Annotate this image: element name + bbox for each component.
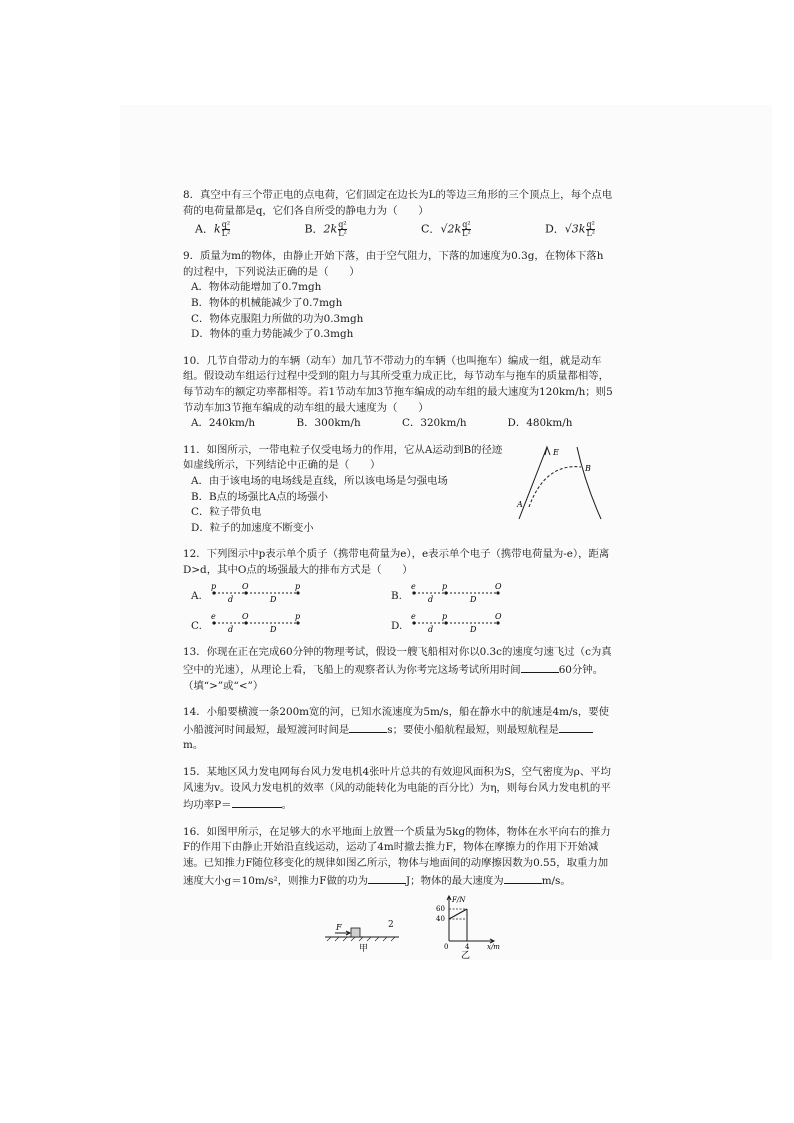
svg-text:p: p xyxy=(294,612,301,622)
question-15: 15．某地区风力发电网每台风力发电机4张叶片总共的有效迎风面积为S，空气密度为ρ、平均风速为v。设风力发电机的效率（风的动能转化为电能的百分比）为η，则每台风力发电机的平均功率P＝ 。 xyxy=(183,766,611,812)
figure-yi xyxy=(433,893,513,959)
svg-text:e: e xyxy=(411,612,416,622)
svg-text:p: p xyxy=(210,582,216,592)
question-13-text: 13．你现在正在完成60分钟的物理考试，假设一艘飞船相对你以0.3c的速度匀速飞过（c为真空中的光速），从理论上看，飞船上的观察者认为你考完这场考试所用时间 xyxy=(183,646,612,677)
page-number: 2 xyxy=(388,920,394,930)
q11-option-c[interactable]: C．粒子带负电 xyxy=(191,506,262,519)
question-12 xyxy=(183,547,613,634)
question-10-options xyxy=(183,416,613,432)
q14-distance-blank[interactable] xyxy=(559,721,593,733)
question-12-options xyxy=(183,580,613,634)
svg-text:4: 4 xyxy=(465,943,470,952)
q9-option-a[interactable]: A．物体动能增加了0.7mgh xyxy=(191,281,322,294)
label-a: A xyxy=(517,499,523,509)
exam-content xyxy=(183,188,613,959)
svg-text:p: p xyxy=(442,612,448,622)
q8-option-d[interactable]: D．√3k $\frac{\text{q²}}{\text{L²}}$ xyxy=(544,220,595,239)
svg-text:O: O xyxy=(241,612,249,622)
q12-option-d[interactable]: D. e p O d D xyxy=(391,610,591,634)
question-11 xyxy=(183,443,613,537)
svg-text:d: d xyxy=(427,595,434,605)
question-8-options xyxy=(183,219,595,238)
svg-text:O: O xyxy=(494,582,502,592)
svg-text:d: d xyxy=(227,625,234,635)
q10-option-b[interactable]: B．300km/h xyxy=(296,417,361,430)
svg-text:e: e xyxy=(410,582,416,592)
q12-option-c[interactable]: C. e O p d D xyxy=(191,610,391,634)
svg-text:40: 40 xyxy=(436,915,445,924)
q15-power-blank[interactable] xyxy=(232,796,282,808)
block xyxy=(351,928,360,937)
svg-text:D: D xyxy=(469,595,477,605)
question-12-text: 12．下列图示中p表示单个质子（携带电荷量为e），e表示单个电子（携带电荷量为-e），距离D>d，其中O点的场强最大的排布方式是（ ） xyxy=(183,548,610,576)
q11-field-line-figure xyxy=(515,443,607,521)
question-13: 13．你现在正在完成60分钟的物理考试，假设一艘飞船相对你以0.3c的速度匀速飞过（c为真空中的光速），从理论上看，飞船上的观察者认为你考完这场考试所用时间 60分钟。（填“>”或“<”） xyxy=(183,646,612,692)
question-8-text: 8．真空中有三个带正电的点电荷，它们固定在边长为L的等边三角形的三个顶点上，每个点电荷的电荷量都是q，它们各自所受的静电力为（ ） xyxy=(183,189,613,217)
q14-time-blank[interactable] xyxy=(349,721,387,733)
q12-a-diagram xyxy=(206,580,306,604)
force-label: F xyxy=(336,923,342,933)
svg-text:0: 0 xyxy=(444,943,449,952)
svg-text:60: 60 xyxy=(436,905,445,914)
force-curve xyxy=(449,909,467,919)
svg-text:O: O xyxy=(495,612,502,622)
svg-text:p: p xyxy=(294,582,300,592)
q10-option-a[interactable]: A．240km/h xyxy=(191,417,256,430)
question-16: 16．如图甲所示，在足够大的水平地面上放置一个质量为5kg的物体，物体在水平向右的推力F的作用下由静止开始沿直线运动，运动了4m时撤去推力F，物体在摩擦力的作用下开始减速。已知推力F随位移变化的规律如图乙所示，物体与地面间的动摩擦因数为0.55，取重力加速度大小g＝10m/s²，则推力F做的功为 J；物体的最大速度为 m/s。 F 甲 F/N 60 40 0 4 x/m 乙 xyxy=(183,825,613,959)
q9-option-d[interactable]: D．物体的重力势能减少了0.3mgh xyxy=(191,328,354,341)
q8-option-b[interactable]: B．2k $\frac{\text{q²}}{\text{L²}}$ xyxy=(304,220,347,239)
question-16-text: 16．如图甲所示，在足够大的水平地面上放置一个质量为5kg的物体，物体在水平向右的推力F的作用下由静止开始沿直线运动，运动了4m时撤去推力F，物体在摩擦力的作用下开始减速。已知推力F随位移变化的规律如图乙所示，物体与地面间的动摩擦因数为0.55，取重力加速度大小g＝10m/s²，则推力F做的功为 xyxy=(183,825,611,887)
q8-option-c[interactable]: C．√2k $\frac{\text{q²}}{\text{L²}}$ xyxy=(421,220,471,239)
svg-text:d: d xyxy=(227,595,233,605)
svg-text:D: D xyxy=(470,625,477,635)
question-14-text: 14．小船要横渡一条200m宽的河，已知水流速度为5m/s，船在静水中的航速是4m/s，要使小船渡河时间最短，最短渡河时间是 xyxy=(183,706,609,736)
field-line-arrow xyxy=(545,447,550,455)
question-8 xyxy=(183,188,613,238)
question-14: 14．小船要横渡一条200m宽的河，已知水流速度为5m/s，船在静水中的航速是4m/s，要使小船渡河时间最短，最短渡河时间是 s；要使小船航程最短，则最短航程是m。 xyxy=(183,706,609,752)
ground-hatching xyxy=(327,937,395,941)
q16-work-blank[interactable] xyxy=(368,872,406,884)
question-9 xyxy=(183,249,613,343)
q10-option-c[interactable]: C．320km/h xyxy=(402,417,467,430)
q11-option-a[interactable]: A．由于该电场的电场线是直线，所以该电场是匀强电场 xyxy=(191,474,448,487)
svg-text:O: O xyxy=(241,582,249,592)
svg-text:D: D xyxy=(269,595,277,605)
svg-text:x/m: x/m xyxy=(487,943,500,952)
question-15-text: 15．某地区风力发电网每台风力发电机4张叶片总共的有效迎风面积为S，空气密度为ρ、平均风速为v。设风力发电机的效率（风的动能转化为电能的百分比）为η，则每台风力发电机的平均功率P＝ xyxy=(183,766,611,812)
svg-text:p: p xyxy=(441,582,448,592)
q10-option-d[interactable]: D．480km/h xyxy=(507,417,573,430)
figure-yi-caption: 乙 xyxy=(461,951,471,960)
q16-velocity-blank[interactable] xyxy=(504,872,542,884)
q8-option-a[interactable]: A．k $\frac{\text{q²}}{\text{L²}}$ xyxy=(195,220,231,239)
label-b: B xyxy=(585,463,591,473)
svg-text:D: D xyxy=(269,625,277,635)
q11-option-b[interactable]: B．B点的场强比A点的场强小 xyxy=(191,490,329,503)
svg-text:F/N: F/N xyxy=(452,896,466,905)
question-11-text: 11．如图所示，一带电粒子仅受电场力的作用，它从A运动到B的径迹如虚线所示，下列结论中正确的是（ ） xyxy=(183,443,503,472)
svg-text:e: e xyxy=(210,612,216,622)
question-9-text: 9．质量为m的物体，由静止开始下落，由于空气阻力，下落的加速度为0.3g，在物体下落h的过程中，下列说法正确的是（ ） xyxy=(183,250,604,278)
q12-b-diagram xyxy=(406,580,506,604)
q12-option-a[interactable]: A. p O p d D xyxy=(191,580,391,604)
question-10 xyxy=(183,354,613,432)
field-line-right xyxy=(577,447,601,519)
q16-figures xyxy=(323,893,613,959)
q13-answer-blank[interactable] xyxy=(521,661,559,673)
q12-c-diagram xyxy=(206,610,306,634)
q11-option-d[interactable]: D．粒子的加速度不断变小 xyxy=(191,521,314,534)
label-e: E xyxy=(553,447,559,457)
question-10-text: 10．几节自带动力的车辆（动车）加几节不带动力的车辆（也叫拖车）编成一组，就是动车组。假设动车组运行过程中受到的阻力与其所受重力成正比，每节动车与拖车的质量都相等，每节动车的额定功率都相等。若1节动车加3节拖车编成的动车组的最大速度为120km/h；则5节动车加3节拖车编成的动车组的最大速度为（ ） xyxy=(183,354,613,414)
q9-option-b[interactable]: B．物体的机械能减少了0.7mgh xyxy=(191,296,343,309)
q12-option-b[interactable]: B. e p O d D xyxy=(391,580,591,604)
svg-text:d: d xyxy=(428,625,434,635)
figure-jia-caption: 甲 xyxy=(359,944,369,954)
q12-d-diagram xyxy=(406,610,506,634)
field-line-left xyxy=(519,447,547,519)
q9-option-c[interactable]: C．物体克服阻力所做的功为0.3mgh xyxy=(191,312,364,325)
